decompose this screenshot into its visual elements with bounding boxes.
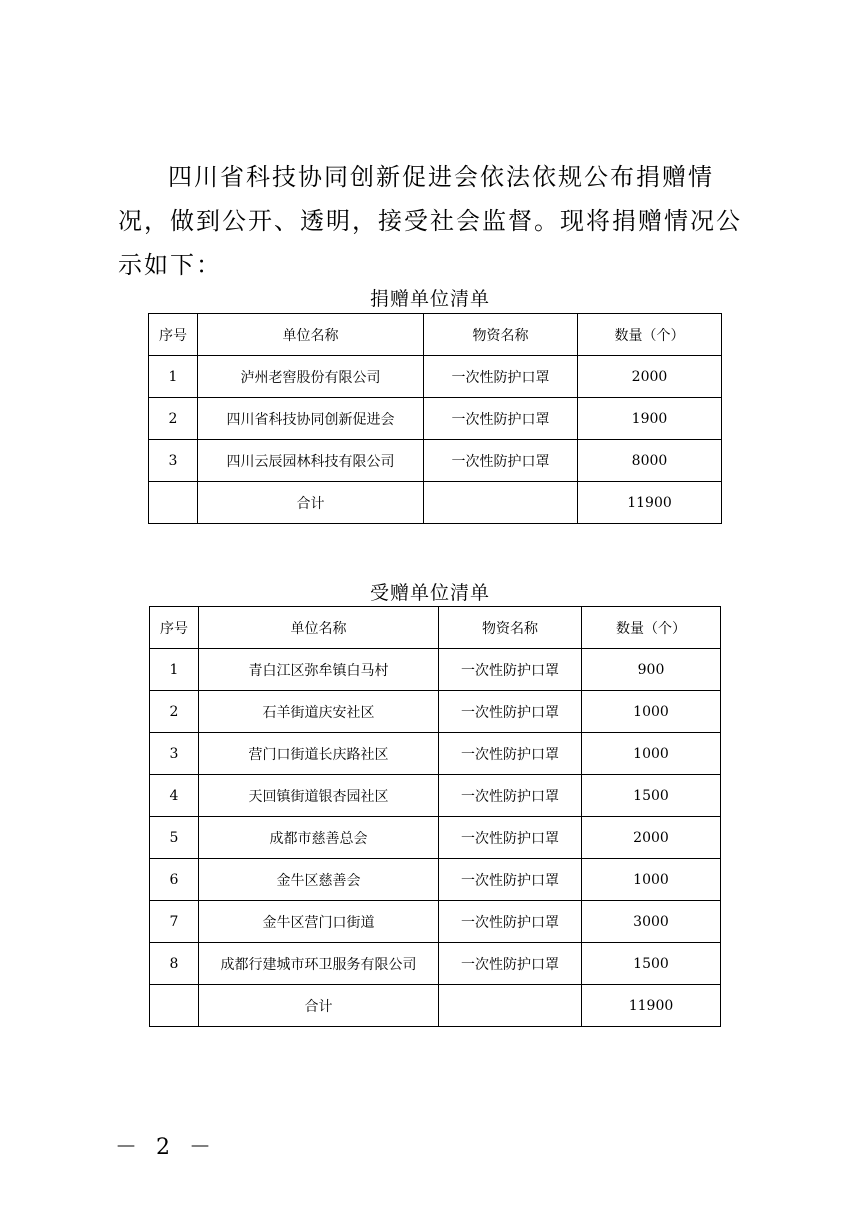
cell-index: 3 (150, 733, 199, 775)
cell-quantity: 1900 (578, 398, 722, 440)
cell-quantity: 1000 (582, 859, 721, 901)
table-row (150, 733, 721, 775)
recipient-table-title: 受赠单位清单 (369, 582, 490, 604)
header-item-name: 物资名称 (424, 314, 578, 356)
header-index: 序号 (149, 314, 198, 356)
table-row (149, 398, 722, 440)
cell-quantity: 900 (582, 649, 721, 691)
cell-index: 4 (150, 775, 199, 817)
cell-quantity: 2000 (582, 817, 721, 859)
total-label: 合计 (199, 985, 439, 1027)
cell-unit-name: 青白江区弥牟镇白马村 (199, 649, 439, 691)
table-total-row (149, 482, 722, 524)
cell-quantity: 2000 (578, 356, 722, 398)
cell-unit-name: 四川省科技协同创新促进会 (198, 398, 424, 440)
cell-quantity: 1000 (582, 733, 721, 775)
table-row (149, 356, 722, 398)
cell-item-name: 一次性防护口罩 (424, 356, 578, 398)
cell-quantity: 1000 (582, 691, 721, 733)
table-row (150, 775, 721, 817)
header-quantity: 数量（个） (582, 607, 721, 649)
header-index: 序号 (150, 607, 199, 649)
cell-index: 1 (150, 649, 199, 691)
cell-quantity: 1500 (582, 943, 721, 985)
cell-quantity: 3000 (582, 901, 721, 943)
cell-item-name: 一次性防护口罩 (439, 817, 582, 859)
donor-table-title: 捐赠单位清单 (369, 288, 490, 310)
cell-item-name: 一次性防护口罩 (439, 901, 582, 943)
cell-unit-name: 成都行建城市环卫服务有限公司 (199, 943, 439, 985)
cell-unit-name: 营门口街道长庆路社区 (199, 733, 439, 775)
table-row (150, 691, 721, 733)
cell-item-name: 一次性防护口罩 (439, 943, 582, 985)
cell-item-name: 一次性防护口罩 (424, 440, 578, 482)
header-unit-name: 单位名称 (198, 314, 424, 356)
cell-index: 8 (150, 943, 199, 985)
cell-quantity: 8000 (578, 440, 722, 482)
total-value: 11900 (582, 985, 721, 1027)
total-label: 合计 (198, 482, 424, 524)
cell-index: 3 (149, 440, 198, 482)
cell-index (149, 482, 198, 524)
cell-item-name: 一次性防护口罩 (439, 775, 582, 817)
cell-index: 6 (150, 859, 199, 901)
cell-item-name (424, 482, 578, 524)
cell-index: 5 (150, 817, 199, 859)
cell-item-name (439, 985, 582, 1027)
cell-item-name: 一次性防护口罩 (439, 649, 582, 691)
table-row (150, 817, 721, 859)
cell-unit-name: 金牛区慈善会 (199, 859, 439, 901)
table-row (150, 859, 721, 901)
intro-paragraph: 四川省科技协同创新促进会依法依规公布捐赠情况，做到公开、透明，接受社会监督。现将捐赠情况公示如下： (118, 163, 742, 279)
cell-unit-name: 天回镇街道银杏园社区 (199, 775, 439, 817)
cell-item-name: 一次性防护口罩 (439, 691, 582, 733)
donor-table (148, 313, 722, 524)
table-row (150, 943, 721, 985)
table-row (150, 649, 721, 691)
header-item-name: 物资名称 (439, 607, 582, 649)
page-number: － 2 － (115, 1135, 217, 1160)
cell-unit-name: 石羊街道庆安社区 (199, 691, 439, 733)
table-header-row (149, 314, 722, 356)
table-total-row (150, 985, 721, 1027)
cell-index: 2 (149, 398, 198, 440)
cell-index: 2 (150, 691, 199, 733)
cell-unit-name: 四川云辰园林科技有限公司 (198, 440, 424, 482)
recipient-table (149, 606, 721, 1027)
cell-item-name: 一次性防护口罩 (439, 859, 582, 901)
cell-index: 1 (149, 356, 198, 398)
header-quantity: 数量（个） (578, 314, 722, 356)
cell-item-name: 一次性防护口罩 (439, 733, 582, 775)
cell-quantity: 1500 (582, 775, 721, 817)
cell-unit-name: 金牛区营门口街道 (199, 901, 439, 943)
header-unit-name: 单位名称 (199, 607, 439, 649)
total-value: 11900 (578, 482, 722, 524)
cell-unit-name: 成都市慈善总会 (199, 817, 439, 859)
cell-unit-name: 泸州老窖股份有限公司 (198, 356, 424, 398)
table-row (149, 440, 722, 482)
cell-index (150, 985, 199, 1027)
table-row (150, 901, 721, 943)
cell-item-name: 一次性防护口罩 (424, 398, 578, 440)
cell-index: 7 (150, 901, 199, 943)
table-header-row (150, 607, 721, 649)
